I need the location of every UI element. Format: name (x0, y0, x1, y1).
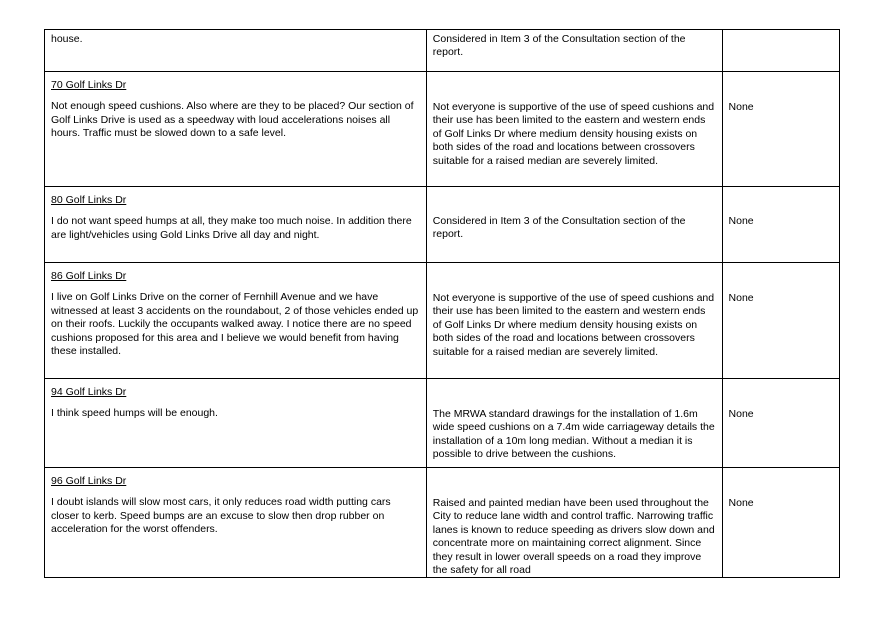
response-cell (426, 72, 722, 187)
response-text: Raised and painted median have been used throughout the City to reduce lane width and control traffic. Narrowing traffic lanes is known to reduce speeding as drivers slow down and concentrate more on maintaining correct alignment. Since they result in lower overall speeds on a road they improve the safety for all road (432, 497, 715, 577)
response-cell (426, 379, 722, 468)
comment-cell (45, 187, 427, 263)
action-text: None (728, 101, 754, 113)
submission-text: I do not want speed humps at all, they make too much noise. In addition there are light/vehicles using Gold Links Drive all day and night. (51, 215, 412, 241)
comment-cell (45, 379, 427, 468)
response-cell (426, 263, 722, 379)
action-text: None (728, 215, 754, 227)
action-text: None (728, 408, 754, 420)
response-text: The MRWA standard drawings for the installation of 1.6m wide speed cushions on a 7.4m wide carriageway details the installation of a 10m long median. Without a median it is possible to drive between the cushions. (432, 408, 715, 461)
action-cell (722, 30, 839, 72)
submission-text: I live on Golf Links Drive on the corner of Fernhill Avenue and we have witnessed at least 3 accidents on the roundabout, 2 of those vehicles ended up on their roofs. Luckily the occupants walked away. I notice there are no speed cushions proposed for this area and I believe we would benefit from having these installed. (51, 291, 419, 358)
comment-cell (45, 72, 427, 187)
table-row (45, 30, 840, 72)
table-row (45, 379, 840, 468)
table-row (45, 72, 840, 187)
submission-text: I think speed humps will be enough. (51, 407, 218, 420)
response-cell (426, 468, 722, 578)
response-cell (426, 187, 722, 263)
submission-text: Not enough speed cushions. Also where are they to be placed? Our section of Golf Links Drive is used as a speedway with loud accelerations noises all hours. Traffic must be slowed down to a safe level. (51, 100, 414, 140)
submitter-address: 94 Golf Links Dr (51, 386, 127, 398)
response-text: Not everyone is supportive of the use of speed cushions and their use has been limited to the eastern and western ends of Golf Links Dr where medium density housing exists on both sides of the road and locations between crossovers suitable for a raised median are severely limited. (432, 101, 715, 167)
action-cell (722, 468, 839, 578)
submissions-table (44, 29, 840, 578)
comment-cell (45, 30, 427, 72)
response-cell (426, 30, 722, 72)
comment-cell (45, 468, 427, 578)
submitter-address: 86 Golf Links Dr (51, 270, 127, 282)
table-row (45, 468, 840, 578)
action-cell (722, 379, 839, 468)
submitter-address: 80 Golf Links Dr (51, 194, 127, 206)
submission-text: house. (51, 33, 83, 45)
submitter-address: 70 Golf Links Dr (51, 79, 127, 91)
submitter-address: 96 Golf Links Dr (51, 475, 127, 487)
action-cell (722, 187, 839, 263)
submission-text: I doubt islands will slow most cars, it only reduces road width putting cars closer to kerb. Speed bumps are an excuse to slow then drop rubber on acceleration for the worst offenders. (51, 496, 391, 536)
response-text: Considered in Item 3 of the Consultation section of the report. (432, 215, 686, 241)
comment-cell (45, 263, 427, 379)
action-cell (722, 263, 839, 379)
response-text: Considered in Item 3 of the Consultation section of the report. (432, 33, 686, 59)
table-row (45, 187, 840, 263)
action-cell (722, 72, 839, 187)
table-row (45, 263, 840, 379)
action-text: None (728, 292, 754, 304)
action-text: None (728, 497, 754, 509)
response-text: Not everyone is supportive of the use of speed cushions and their use has been limited to the eastern and western ends of Golf Links Dr where medium density housing exists on both sides of the road and locations between crossovers suitable for a raised median are severely limited. (432, 292, 715, 358)
